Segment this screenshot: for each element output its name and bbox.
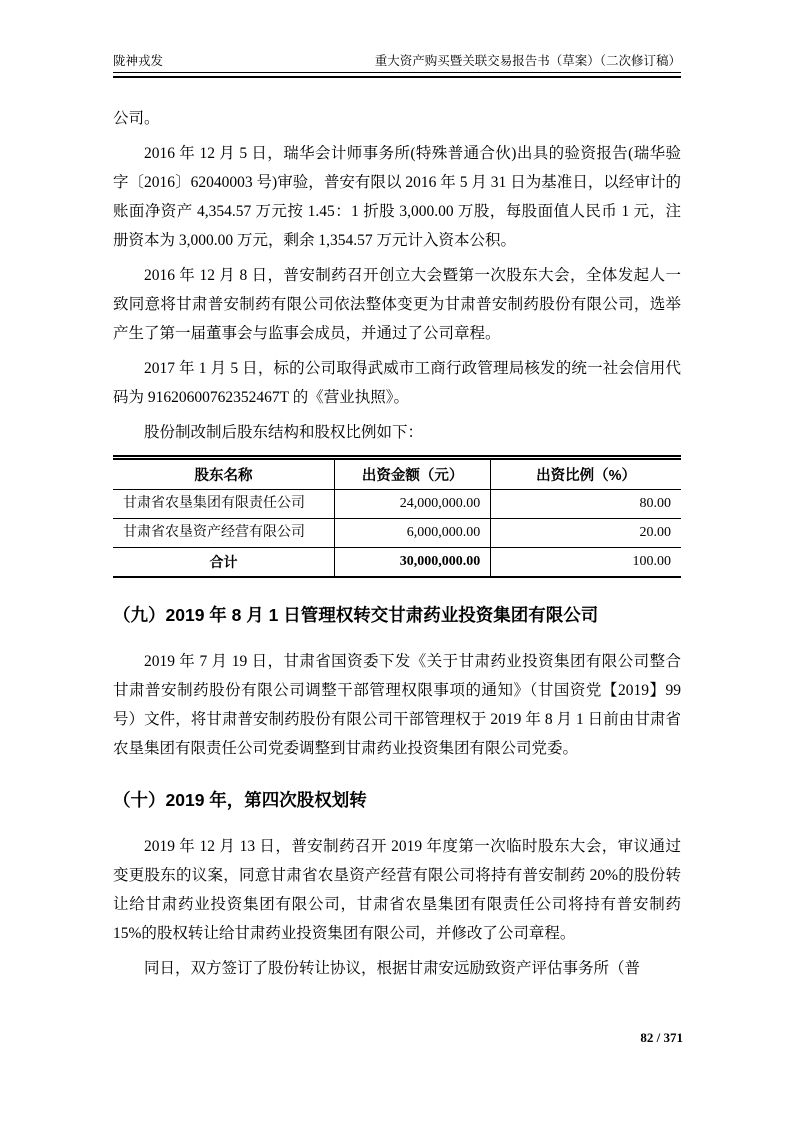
column-header-shareholder-name: 股东名称 <box>113 458 335 490</box>
page-header <box>113 0 681 69</box>
header-rule <box>113 72 681 78</box>
cell-total-label: 合计 <box>209 554 238 570</box>
paragraph-section-10-second: 同日，双方签订了股份转让协议，根据甘肃安远励致资产评估事务所（普 <box>144 960 641 977</box>
paragraph-business-license: 2017 年 1 月 5 日，标的公司取得武威市工商行政管理局核发的统一社会信用代码为 91620600762352467T 的《营业执照》。 <box>113 360 681 406</box>
header-right-title: 重大资产购买暨关联交易报告书（草案）（二次修订稿） <box>374 54 681 68</box>
table-total-row <box>113 548 681 578</box>
cell-total-ratio: 100.00 <box>491 548 681 578</box>
cell-shareholder-name: 甘肃省农垦资产经营有限公司 <box>113 519 335 548</box>
paragraph-section-9: 2019 年 7 月 19 日，甘肃省国资委下发《关于甘肃药业投资集团有限公司整合甘肃普安制药股份有限公司调整干部管理权限事项的通知》（甘国资党【2019】99 号）文件，将甘肃普安制药股份有限公司干部管理权于 2019 年 8 月 1 日前由甘肃省农垦集团有限责任公司党委调整到甘肃药业投资集团有限公司党委。 <box>113 653 681 757</box>
paragraph-table-intro: 股份制改制后股东结构和股权比例如下： <box>144 424 424 441</box>
table-row <box>113 490 681 519</box>
paragraph-continuation: 公司。 <box>113 110 160 127</box>
paragraph-founding-meeting: 2016 年 12 月 8 日，普安制药召开创立大会暨第一次股东大会，全体发起人一致同意将甘肃普安制药有限公司依法整体变更为甘肃普安制药股份有限公司，选举产生了第一届董事会与监事会成员，并通过了公司章程。 <box>113 267 681 342</box>
section-heading-10: （十）2019 年，第四次股权划转 <box>113 790 367 810</box>
cell-total-amount: 30,000,000.00 <box>335 548 491 578</box>
column-header-capital-amount: 出资金额（元） <box>335 458 491 490</box>
document-body <box>113 104 681 983</box>
cell-capital-ratio: 20.00 <box>491 519 681 548</box>
column-header-capital-ratio: 出资比例（%） <box>491 458 681 490</box>
cell-capital-ratio: 80.00 <box>491 490 681 519</box>
paragraph-section-10-first: 2019 年 12 月 13 日，普安制药召开 2019 年度第一次临时股东大会，审议通过变更股东的议案，同意甘肃省农垦资产经营有限公司将持有普安制药 20%的股份转让给甘肃药业投资集团有限公司，甘肃省农垦集团有限责任公司将持有普安制药 15%的股权转让给甘肃药业投资集团有限公司，并修改了公司章程。 <box>113 838 681 942</box>
paragraph-capital-verification: 2016 年 12 月 5 日，瑞华会计师事务所(特殊普通合伙)出具的验资报告(瑞华验字〔2016〕62040003 号)审验，普安有限以 2016 年 5 月 31 日为基准日，以经审计的账面净资产 4,354.57 万元按 1.45：1 折股 3,000.00 万股，每股面值人民币 1 元，注册资本为 3,000.00 万元，剩余 1,354.57 万元计入资本公积。 <box>113 145 681 249</box>
cell-capital-amount: 6,000,000.00 <box>335 519 491 548</box>
cell-capital-amount: 24,000,000.00 <box>335 490 491 519</box>
section-heading-9: （九）2019 年 8 月 1 日管理权转交甘肃药业投资集团有限公司 <box>113 605 599 625</box>
shareholder-structure-table <box>113 455 681 578</box>
table-row <box>113 519 681 548</box>
cell-shareholder-name: 甘肃省农垦集团有限责任公司 <box>113 490 335 519</box>
page-number: 82 / 371 <box>640 1030 683 1045</box>
table-header-row <box>113 458 681 490</box>
header-left-title: 陇神戎发 <box>113 54 164 68</box>
